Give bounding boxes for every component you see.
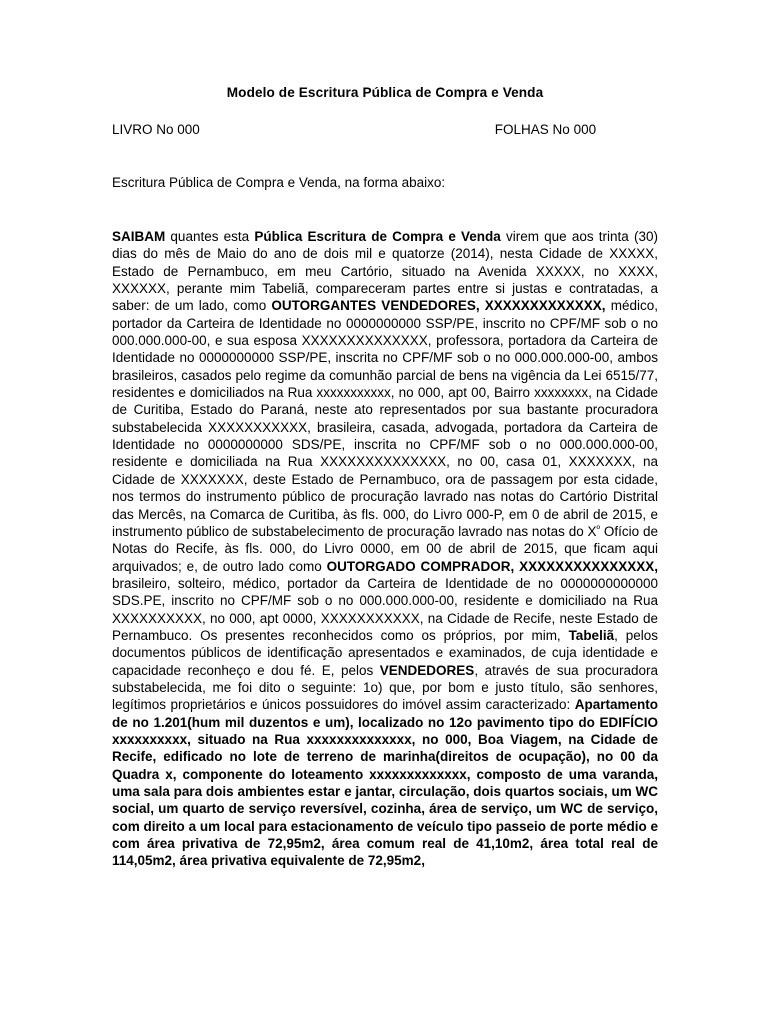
ordinal-indicator-icon: º xyxy=(596,523,601,535)
page-title: Modelo de Escritura Pública de Compra e Venda xyxy=(226,85,544,100)
publica-escritura-keyword: Pública Escritura de Compra e Venda xyxy=(254,229,501,244)
saibam-keyword: SAIBAM xyxy=(112,229,166,244)
folio-row xyxy=(112,121,658,139)
document-content xyxy=(112,0,658,870)
body-run-6: médico, portador da Carteira de Identidade no 0000000000 SSP/PE, inscrito no CPF/MF sob o no 000.000.000-00, e sua esposa XXXXXXXXXXXXXX, professora, portadora da Carteira de Identidade no 0000000000 SSP/PE, inscrita no CPF/MF sob o no 000.000.000-00, ambos brasileiros, casados pelo regime da comunhão parcial de bens na vigência da Lei 6515/77, residentes e domiciliados na Rua xxxxxxxxxxx, no 000, apt 00, Bairro xxxxxxxx, na Cidade de Curitiba, Estado do Paraná, neste ato representados por sua bastante procuradora substabelecida XXXXXXXXXXX, brasileira, casada, advogada, portadora da Carteira de Identidade no 0000000000 SDS/PE, inscrita no CPF/MF sob o no 000.000.000-00, residente e domiciliada na Rua XXXXXXXXXXXXXX, no 00, casa 01, XXXXXXX, na Cidade de XXXXXXX, deste Estado de Pernambuco, ora de passagem por esta cidade, nos termos do instrumento público de procuração lavrado nas notas do Cartório Distrital das Mercês, na Comarca de Curitiba, às fls. 000, do Livro 000-P, em 0 de abril de 2015, e instrumento público de substabelecimento de procuração lavrado nas notas do X xyxy=(112,298,658,539)
outorgado-comprador-keyword: OUTORGADO COMPRADOR, XXXXXXXXXXXXXXX, xyxy=(326,558,658,574)
imovel-description: Apartamento de no 1.201(hum mil duzentos e um), localizado no 12o pavimento tipo do EDIFÍCIO xxxxxxxxxx, situado na Rua xxxxxxxxxxxxxx, no 000, Boa Viagem, na Cidade de Recife, edificado no lote de terreno de marinha(direitos de ocupação), no 00 da Quadra x, componente do loteamento xxxxxxxxxxxxx, composto de uma varanda, uma sala para dois ambientes estar e jantar, circulação, dois quartos sociais, um WC social, um quarto de serviço reversível, cozinha, área de serviço, um WC de serviço, com direito a um local para estacionamento de veículo tipo passeio de porte médio e com área privativa de 72,95m2, área comum real de 41,10m2, área total real de 114,05m2, área privativa equivalente de 72,95m2, xyxy=(112,697,658,869)
outorgantes-vendedores-keyword: OUTORGANTES VENDEDORES, XXXXXXXXXXXXX, xyxy=(271,298,606,314)
lead-line: Escritura Pública de Compra e Venda, na forma abaixo: xyxy=(112,175,446,190)
tabelia-keyword: Tabeliã xyxy=(568,627,615,643)
vendedores-keyword: VENDEDORES xyxy=(379,662,475,678)
body-run-10: brasileiro, solteiro, médico, portador da Carteira de Identidade de no 0000000000000 SDS.PE, inscrito no CPF/MF sob o no 000.000.000-00, residente e domiciliado na Rua XXXXXXXXXX, no 000, apt 0000, XXXXXXXXXXX, na Cidade de Recife, neste Estado de Pernambuco. Os presentes reconhecidos como os próprios, por mim, xyxy=(112,575,658,643)
body-run-2: quantes esta xyxy=(165,229,255,244)
body-run-12: , pelos documentos públicos de identificação apresentados e examinados, de cuja identidade e capacidade reconheço e dou fé. E, pelos xyxy=(112,627,658,678)
escritura-body-paragraph xyxy=(112,228,658,870)
body-run-4: virem que aos trinta (30) dias do mês de Maio do ano de dois mil e quatorze (2014), nesta Cidade de XXXXX, Estado de Pernambuco, em meu Cartório, situado na Avenida XXXXX, no XXXX, XXXXXX, perante mim Tabeliã, compareceram partes entre si justas e contratadas, a saber: de um lado, como xyxy=(112,229,659,314)
folhas-number: FOLHAS No 000 xyxy=(494,122,597,137)
body-run-8: Ofício de Notas do Recife, às fls. 000, do Livro 0000, em 00 de abril de 2015, que ficam aqui arquivados; e, de outro lado como xyxy=(112,523,658,574)
livro-number: LIVRO No 000 xyxy=(112,122,200,137)
body-run-14: , através de sua procuradora substabelecida, me foi dito o seguinte: 1o) que, por bom e justo título, são senhores, legítimos proprietários e únicos possuidores do imóvel assim caracterizado: xyxy=(112,662,658,713)
